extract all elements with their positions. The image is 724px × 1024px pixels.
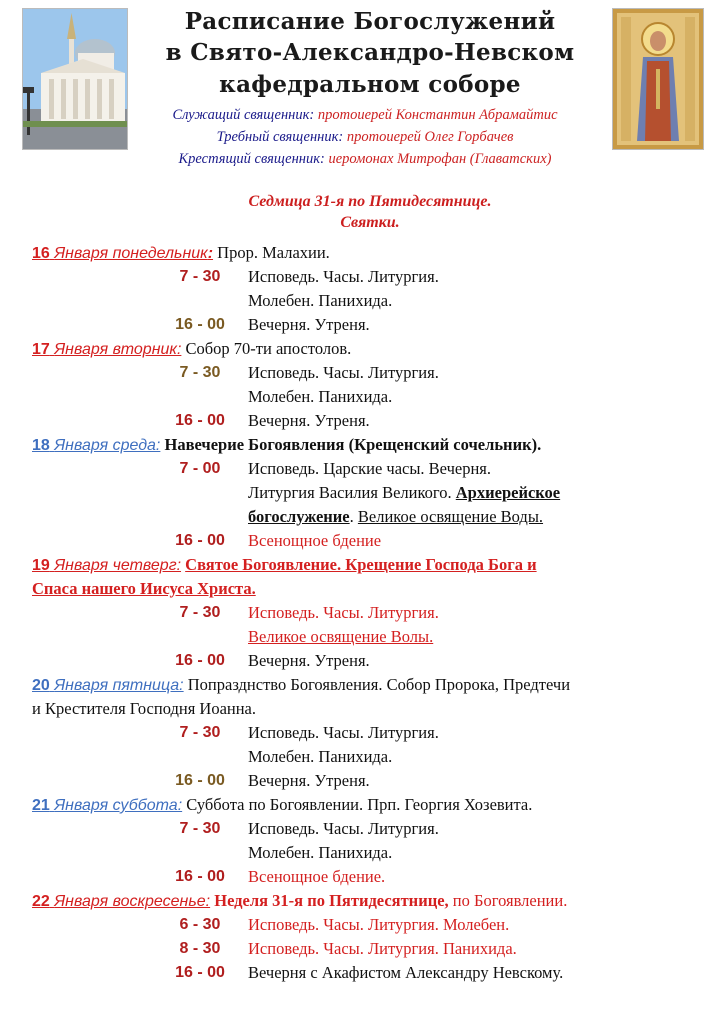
feast-name: и Крестителя Господня Иоанна. (32, 699, 257, 718)
clergy-serving: Служащий священник: протоиерей Константин Абрамайтис (172, 107, 558, 123)
service-row (32, 769, 702, 793)
service-text: Всенощное бдение. (248, 867, 386, 886)
service-row (32, 649, 702, 673)
service-text: Исповедь. Часы. Литургия. (248, 267, 439, 286)
feast-name-rest: по Богоявлении. (452, 891, 568, 910)
feast-name: Святое Богоявление. Крещение Господа Бога и (185, 555, 537, 574)
service-text: Молебен. Панихида. (248, 291, 393, 310)
service-time: 7 - 30 (179, 820, 221, 837)
day-heading (32, 673, 702, 697)
service-text: Великое освящение Волы. (248, 627, 434, 646)
service-time: 16 - 00 (175, 316, 225, 333)
service-row (32, 745, 702, 769)
service-time: 7 - 30 (179, 604, 221, 621)
day-label: 18 Января среда: (32, 437, 161, 454)
service-row (32, 601, 702, 625)
service-text: Исповедь. Часы. Литургия. (248, 819, 439, 838)
feast-name: Собор 70-ти апостолов. (185, 339, 352, 358)
week-title: Седмица 31-я по Пятидесятнице. (248, 193, 492, 210)
service-time: 7 - 30 (179, 724, 221, 741)
service-text: Вечерня. Утреня. (248, 651, 370, 670)
schedule (32, 241, 702, 985)
day-heading (32, 337, 702, 361)
day-heading-cont (32, 577, 702, 601)
service-text: Исповедь. Часы. Литургия. (248, 363, 439, 382)
day-heading (32, 433, 702, 457)
service-row (32, 361, 702, 385)
service-row (32, 865, 702, 889)
service-text: Молебен. Панихида. (248, 747, 393, 766)
service-text: Исповедь. Часы. Литургия. (248, 723, 439, 742)
service-time: 16 - 00 (175, 652, 225, 669)
service-time: 16 - 00 (175, 868, 225, 885)
feast-name: Неделя 31-я по Пятидесятнице, (214, 891, 449, 910)
day-label: 16 Января понедельник: (32, 245, 214, 262)
service-time: 7 - 30 (179, 268, 221, 285)
day-heading (32, 241, 702, 265)
feast-name: Прор. Малахии. (217, 243, 330, 262)
service-time: 8 - 30 (179, 940, 221, 957)
service-text: Вечерня. Утреня. (248, 771, 370, 790)
clergy-baptizing: Крестящий священник: иеромонах Митрофан (Главатских) (178, 151, 552, 167)
service-row (32, 265, 702, 289)
day-label: 20 Января пятница: (32, 677, 184, 694)
feast-name: Попразднство Богоявления. Собор Пророка, Предтечи (187, 675, 571, 694)
service-row (32, 409, 702, 433)
day-label: 19 Января четверг: (32, 557, 182, 574)
clergy-treby: Требный священник: протоиерей Олег Горбачев (216, 129, 514, 145)
day-label: 17 Января вторник: (32, 341, 182, 358)
day-label: 21 Января суббота: (32, 797, 183, 814)
service-text: Вечерня с Акафистом Александру Невскому. (248, 963, 564, 982)
service-time: 16 - 00 (175, 412, 225, 429)
service-row (32, 457, 702, 481)
service-text: Молебен. Панихида. (248, 387, 393, 406)
feast-name: Суббота по Богоявлении. Прп. Георгия Хозевита. (186, 795, 533, 814)
week-subtitle: Святки. (340, 214, 400, 231)
service-time: 16 - 00 (175, 964, 225, 981)
feast-name: Навечерие Богоявления (Крещенский сочельник). (164, 435, 542, 454)
day-heading (32, 553, 702, 577)
service-text: Исповедь. Часы. Литургия. Панихида. (248, 939, 517, 958)
service-row (32, 721, 702, 745)
service-text: Исповедь. Царские часы. Вечерня. (248, 459, 492, 478)
service-text: Вечерня. Утреня. (248, 411, 370, 430)
service-row (32, 313, 702, 337)
day-label: 22 Января воскресенье: (32, 893, 211, 910)
service-row (32, 385, 702, 409)
service-time: 7 - 00 (179, 460, 221, 477)
service-text: богослужение. Великое освящение Воды. (248, 507, 544, 526)
service-row (32, 289, 702, 313)
service-text: Всенощное бдение (248, 531, 382, 550)
service-text: Вечерня. Утреня. (248, 315, 370, 334)
title-line-1: Расписание Богослужений (184, 8, 556, 35)
service-time: 16 - 00 (175, 772, 225, 789)
saint-icon-image (612, 8, 704, 150)
title-line-3: кафедральном соборе (219, 71, 521, 98)
service-row (32, 841, 702, 865)
day-heading (32, 793, 702, 817)
service-row (32, 913, 702, 937)
feast-name: Спаса нашего Иисуса Христа. (32, 579, 256, 598)
service-text: Литургия Василия Великого. Архиерейское (248, 483, 561, 502)
service-row (32, 961, 702, 985)
service-text: Молебен. Панихида. (248, 843, 393, 862)
day-heading-cont (32, 697, 702, 721)
day-heading (32, 889, 702, 913)
service-row (32, 505, 702, 529)
service-time: 7 - 30 (179, 364, 221, 381)
service-time: 6 - 30 (179, 916, 221, 933)
title-line-2: в Свято-Александро-Невском (165, 39, 575, 66)
service-text: Исповедь. Часы. Литургия. (248, 603, 439, 622)
service-row (32, 625, 702, 649)
service-text: Исповедь. Часы. Литургия. Молебен. (248, 915, 510, 934)
service-row (32, 481, 702, 505)
service-time: 16 - 00 (175, 532, 225, 549)
service-row (32, 817, 702, 841)
service-row (32, 529, 702, 553)
service-row (32, 937, 702, 961)
cathedral-photo (22, 8, 128, 150)
